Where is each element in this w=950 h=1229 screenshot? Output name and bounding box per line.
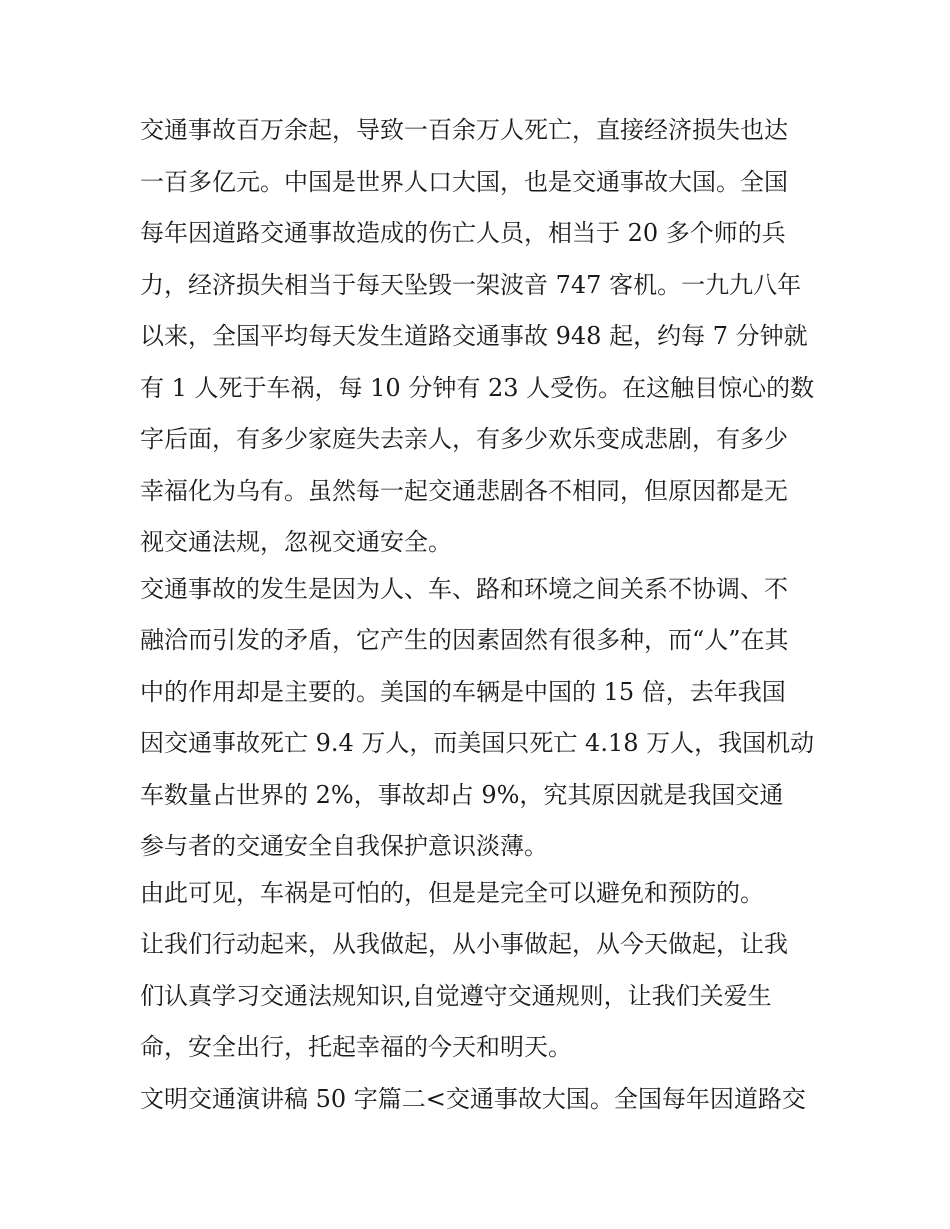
text-line: 有 1 人死于车祸，每 10 分钟有 23 人受伤。在这触目惊心的数 (140, 374, 815, 402)
text-line: 一百多亿元。中国是世界人口大国，也是交通事故大国。全国 (140, 168, 788, 196)
text-line: 们认真学习交通法规知识,自觉遵守交通规则，让我们关爱生 (140, 982, 772, 1010)
text-line: 幸福化为乌有。虽然每一起交通悲剧各不相同，但原因都是无 (140, 477, 788, 505)
text-line: 以来，全国平均每天发生道路交通事故 948 起，约每 7 分钟就 (140, 322, 808, 350)
text-line: 视交通法规，忽视交通安全。 (140, 528, 452, 556)
text-line: 因交通事故死亡 9.4 万人，而美国只死亡 4.18 万人，我国机动 (140, 729, 815, 757)
text-line: 交通事故百万余起，导致一百余万人死亡，直接经济损失也达 (140, 116, 788, 144)
text-line: 交通事故的发生是因为人、车、路和环境之间关系不协调、不 (140, 575, 788, 603)
text-line: 车数量占世界的 2%，事故却占 9%，究其原因就是我国交通 (140, 781, 784, 809)
text-line: 中的作用却是主要的。美国的车辆是中国的 15 倍，去年我国 (140, 678, 786, 706)
text-line: 由此可见，车祸是可怕的，但是是完全可以避免和预防的。 (140, 879, 764, 907)
text-line: 每年因道路交通事故造成的伤亡人员，相当于 20 多个师的兵 (140, 219, 786, 247)
text-line: 参与者的交通安全自我保护意识淡薄。 (140, 832, 548, 860)
text-line: 让我们行动起来，从我做起，从小事做起，从今天做起，让我 (140, 930, 788, 958)
text-line: 命，安全出行，托起幸福的今天和明天。 (140, 1033, 572, 1061)
text-line: 力，经济损失相当于每天坠毁一架波音 747 客机。一九九八年 (140, 271, 802, 299)
text-line: 文明交通演讲稿 50 字篇二<交通事故大国。全国每年因道路交 (140, 1085, 806, 1113)
text-line: 融洽而引发的矛盾，它产生的因素固然有很多种，而“人”在其 (140, 626, 789, 654)
text-line: 字后面，有多少家庭失去亲人，有多少欢乐变成悲剧，有多少 (140, 425, 788, 453)
